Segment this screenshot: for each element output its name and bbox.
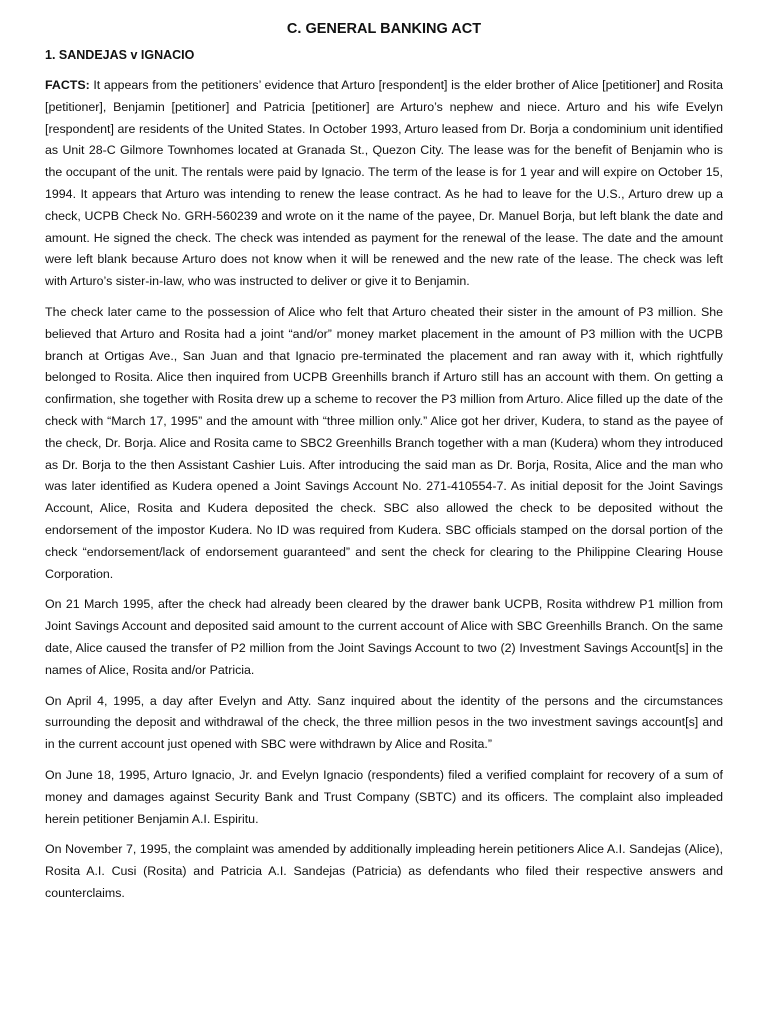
paragraph-complaint-amended: On November 7, 1995, the complaint was amended by additionally impleading herein petitioners Alice A.I. Sandejas (Alice), Rosita A.I. Cusi (Rosita) and Patricia A.I. Sandejas (Patricia) as defendants who filed their respective answers and counterclaims. xyxy=(45,842,723,900)
paragraph-check-possession: The check later came to the possession of Alice who felt that Arturo cheated their sister in the amount of P3 million. She believed that Arturo and Rosita had a joint “and/or” money market placement in the amount of P3 million with the UCPB branch at Ortigas Ave., San Juan and that Ignacio pre-terminated the placement and ran away with it, which rightfully belonged to Rosita. Alice then inquired from UCPB Greenhills branch if Arturo still has an account with them. On getting a confirmation, she together with Rosita drew up a scheme to recover the P3 million from Arturo. Alice filled up the date of the check with “March 17, 1995” and the amount with “three million only.” Alice got her driver, Kudera, to stand as the payee of the check, Dr. Borja. Alice and Rosita came to SBC2 Greenhills Branch together with a man (Kudera) whom they introduced as Dr. Borja to the then Assistant Cashier Luis. After introducing the said man as Dr. Borja, Rosita, Alice and the man who was later identified as Kudera opened a Joint Savings Account No. 271-410554-7. As initial deposit for the Joint Savings Account, Alice, Rosita and Kudera deposited the check. SBC also allowed the check to be deposited without the endorsement of the impostor Kudera. No ID was required from Kudera. SBC officials stamped on the dorsal portion of the check “endorsement/lack of endorsement guaranteed” and sent the check for clearing to the Philippine Clearing House Corporation. xyxy=(45,304,723,581)
paragraph-april-withdrawal: On April 4, 1995, a day after Evelyn and Atty. Sanz inquired about the identity of the persons and the circumstances surrounding the deposit and withdrawal of the check, the three million pesos in the two investment savings account[s] and in the current account just opened with SBC were withdrawn by Alice and Rosita.” xyxy=(45,693,723,752)
paragraph-march-withdrawal: On 21 March 1995, after the check had already been cleared by the drawer bank UCPB, Rosita withdrew P1 million from Joint Savings Account and deposited said amount to the current account of Alice with SBC Greenhills Branch. On the same date, Alice caused the transfer of P2 million from the Joint Savings Account to two (2) Investment Savings Account[s] in the names of Alice, Rosita and/or Patricia. xyxy=(45,597,723,677)
paragraph-complaint-filed: On June 18, 1995, Arturo Ignacio, Jr. and Evelyn Ignacio (respondents) filed a verified complaint for recovery of a sum of money and damages against Security Bank and Trust Company (SBTC) and its officers. The complaint also impleaded herein petitioner Benjamin A.I. Espiritu. xyxy=(45,767,723,826)
facts-paragraph xyxy=(45,75,723,293)
case-heading: 1. SANDEJAS v IGNACIO xyxy=(45,48,195,62)
document-title: C. GENERAL BANKING ACT xyxy=(286,21,482,37)
facts-text: It appears from the petitioners’ evidence that Arturo [respondent] is the elder brother of Alice [petitioner] and Rosita [petitioner], Benjamin [petitioner] and Patricia [petitioner] are Arturo’s nephew and niece. Arturo and his wife Evelyn [respondent] are residents of the United States. In October 1993, Arturo leased from Dr. Borja a condominium unit identified as Unit 28-C Gilmore Townhomes located at Granada St., Quezon City. The lease was for the benefit of Benjamin who is the occupant of the unit. The rentals were paid by Ignacio. The term of the lease is for 1 year and will expire on October 15, 1994. It appears that Arturo was intending to renew the lease contract. As he had to leave for the U.S., Arturo drew up a check, UCPB Check No. GRH-560239 and wrote on it the name of the payee, Dr. Manuel Borja, but left blank the date and amount. He signed the check. The check was intended as payment for the renewal of the lease. The date and the amount were left blank because Arturo does not know when it will be renewed and the new rate of the lease. The check was left with Arturo’s sister-in-law, who was instructed to deliver or give it to Benjamin. xyxy=(45,78,723,289)
document-page xyxy=(45,18,723,914)
facts-label: FACTS: xyxy=(45,78,90,92)
